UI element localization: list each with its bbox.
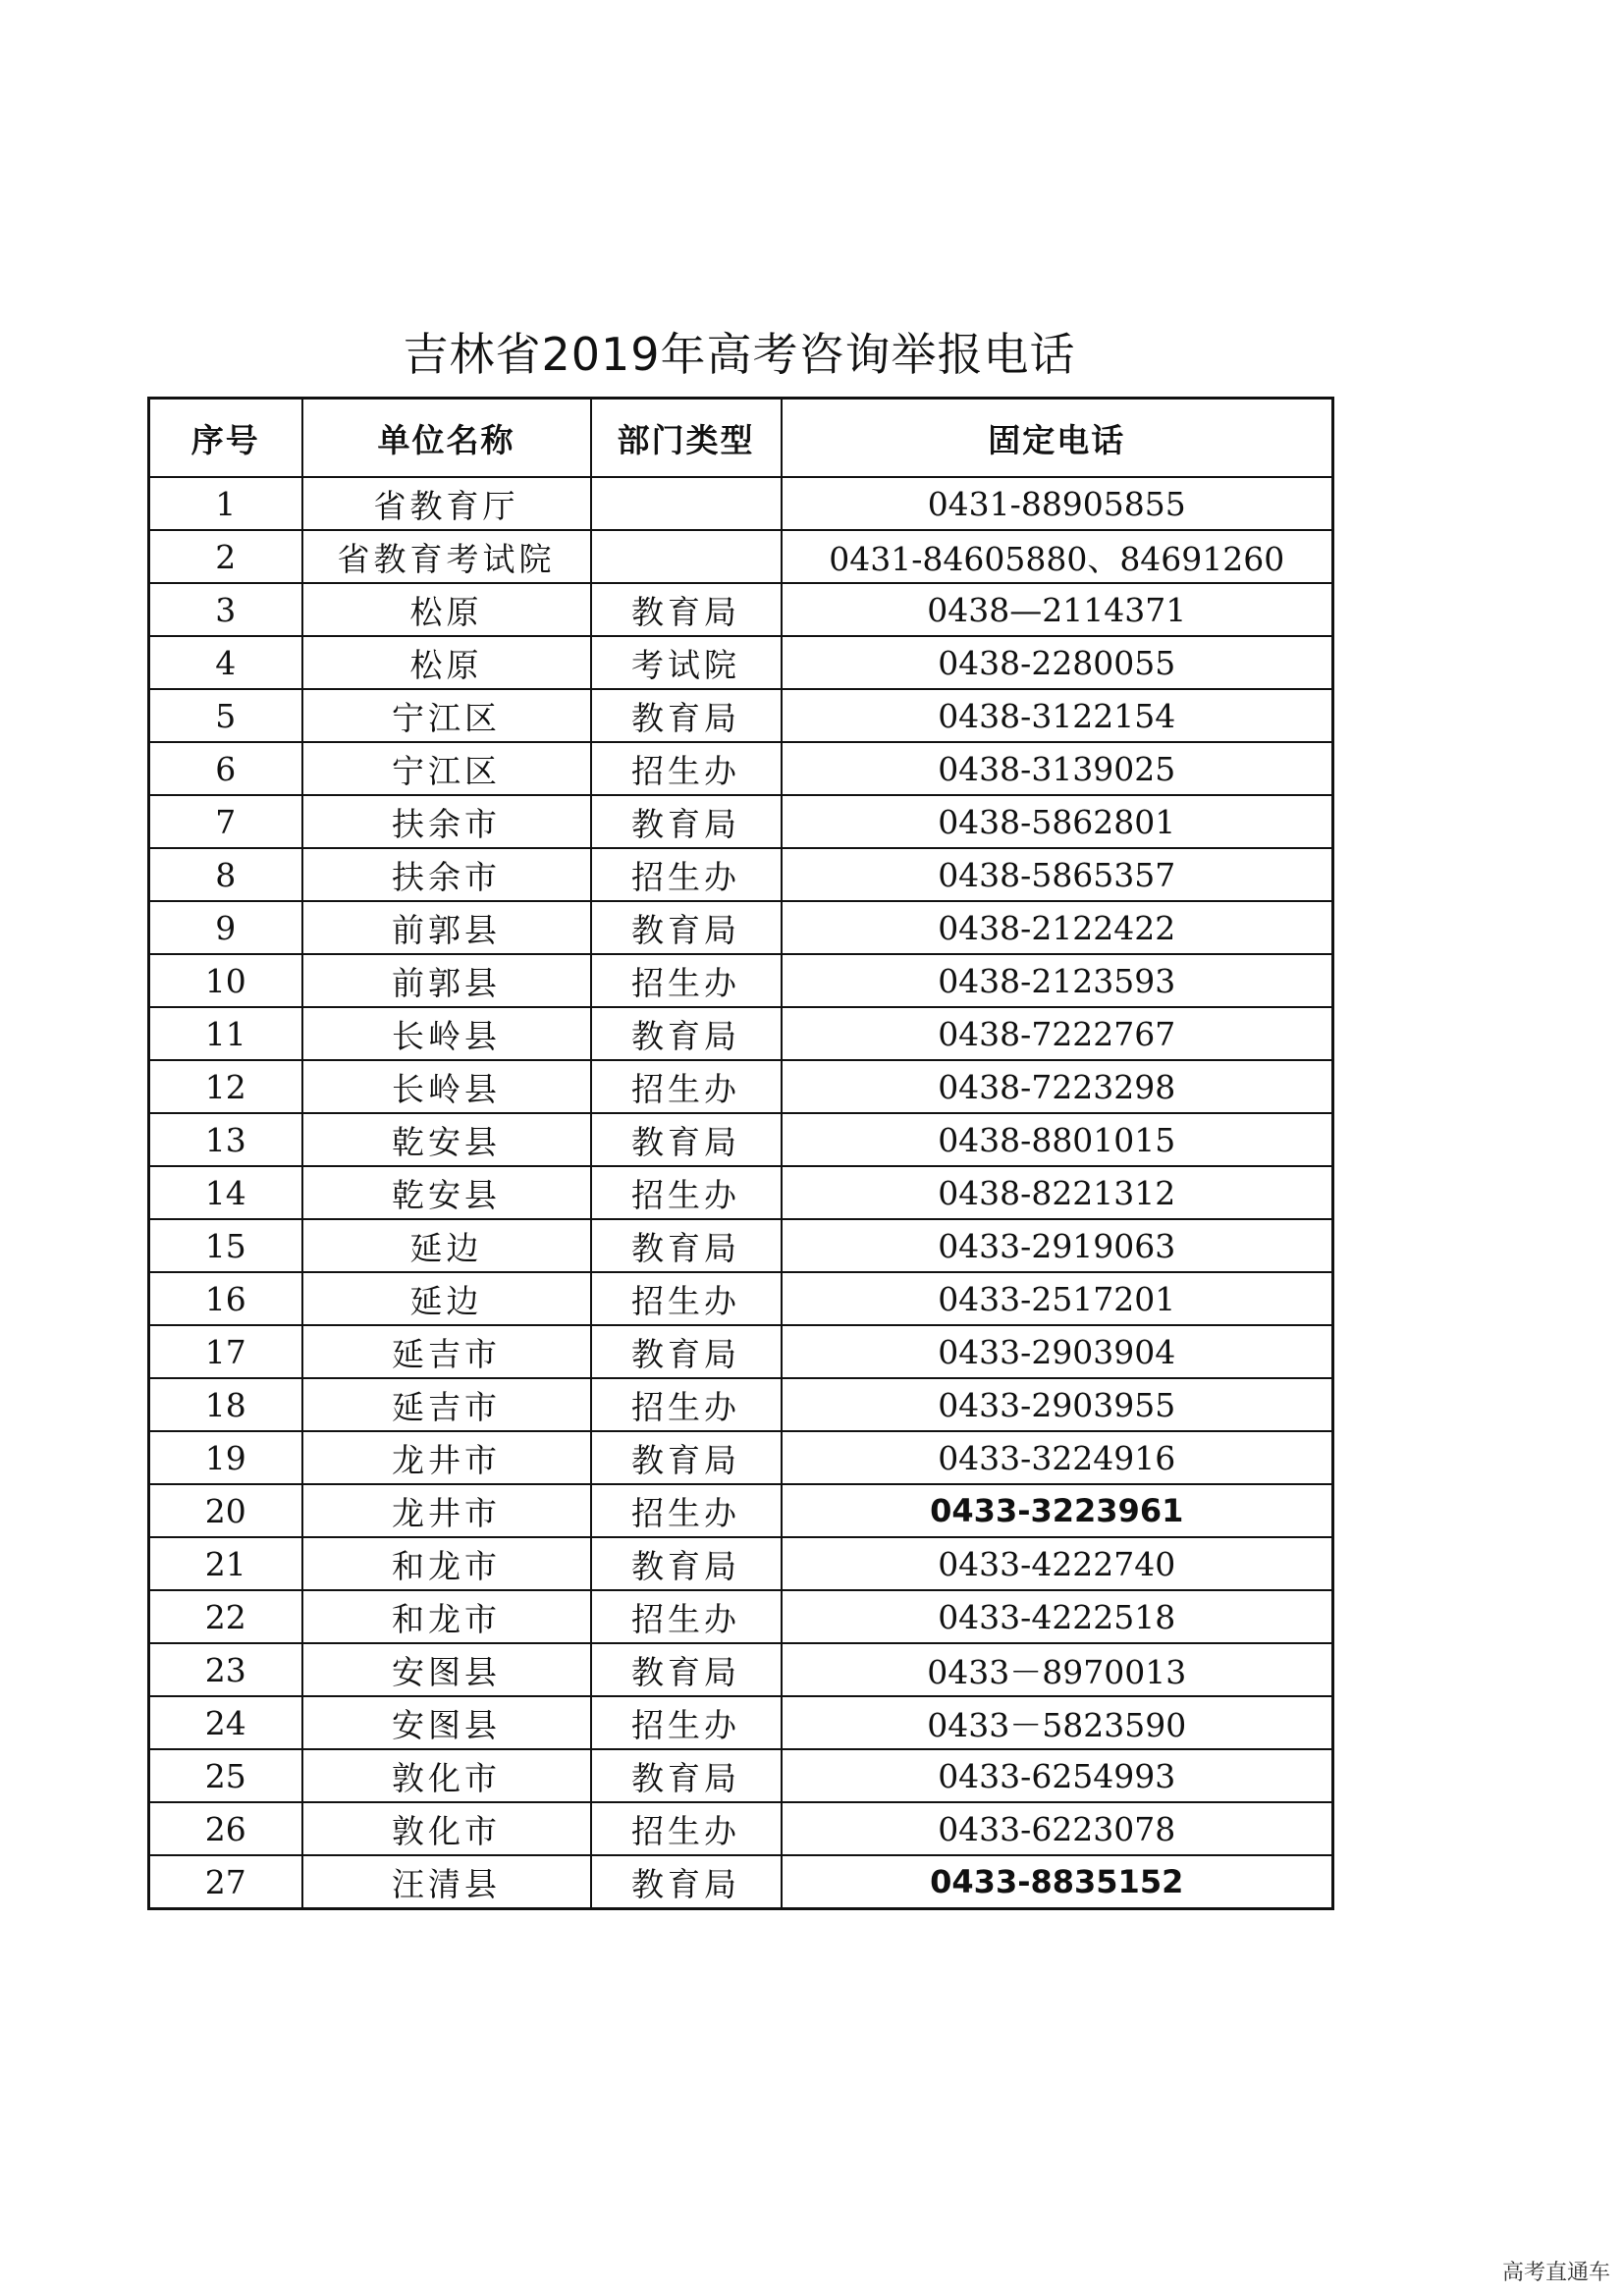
- table-row: [149, 1219, 1333, 1272]
- row-number: 23: [149, 1643, 302, 1696]
- unit-name: 延边: [302, 1219, 591, 1272]
- unit-name: 延边: [302, 1272, 591, 1325]
- table-row: [149, 1007, 1333, 1060]
- unit-name: 乾安县: [302, 1166, 591, 1219]
- dept-type: 招生办: [591, 742, 782, 795]
- row-number: 20: [149, 1484, 302, 1537]
- phone-number: 0438-8801015: [782, 1113, 1333, 1166]
- row-number: 13: [149, 1113, 302, 1166]
- dept-type: 教育局: [591, 689, 782, 742]
- dept-type: 教育局: [591, 583, 782, 636]
- row-number: 17: [149, 1325, 302, 1378]
- unit-name: 和龙市: [302, 1537, 591, 1590]
- table-row: [149, 636, 1333, 689]
- unit-name: 安图县: [302, 1696, 591, 1749]
- phone-number: 0438-3122154: [782, 689, 1333, 742]
- unit-name: 省教育厅: [302, 477, 591, 530]
- row-number: 25: [149, 1749, 302, 1802]
- row-number: 24: [149, 1696, 302, 1749]
- row-number: 5: [149, 689, 302, 742]
- table-row: [149, 848, 1333, 901]
- phone-number: 0433-2903904: [782, 1325, 1333, 1378]
- row-number: 15: [149, 1219, 302, 1272]
- table-row: [149, 1749, 1333, 1802]
- row-number: 22: [149, 1590, 302, 1643]
- table-row: [149, 689, 1333, 742]
- unit-name: 和龙市: [302, 1590, 591, 1643]
- dept-type: 教育局: [591, 1219, 782, 1272]
- table-row: [149, 1166, 1333, 1219]
- phone-number: 0433-4222518: [782, 1590, 1333, 1643]
- row-number: 19: [149, 1431, 302, 1484]
- table-row: [149, 1060, 1333, 1113]
- phone-number: 0433-2903955: [782, 1378, 1333, 1431]
- phone-number: 0438-8221312: [782, 1166, 1333, 1219]
- table-row: [149, 1431, 1333, 1484]
- unit-name: 宁江区: [302, 742, 591, 795]
- phone-number: 0433-6254993: [782, 1749, 1333, 1802]
- row-number: 3: [149, 583, 302, 636]
- unit-name: 前郭县: [302, 901, 591, 954]
- phone-number: 0438-2122422: [782, 901, 1333, 954]
- row-number: 26: [149, 1802, 302, 1855]
- table-row: [149, 1696, 1333, 1749]
- unit-name: 延吉市: [302, 1325, 591, 1378]
- table-row: [149, 477, 1333, 530]
- dept-type: 招生办: [591, 1484, 782, 1537]
- watermark: 高考直通车: [1501, 2261, 1610, 2285]
- page-title: 吉林省2019年高考咨询举报电话: [403, 328, 1076, 381]
- dept-type: 招生办: [591, 1060, 782, 1113]
- phone-number: 0433-3223961: [782, 1484, 1333, 1537]
- unit-name: 敦化市: [302, 1802, 591, 1855]
- dept-type: 教育局: [591, 1007, 782, 1060]
- unit-name: 松原: [302, 636, 591, 689]
- dept-type: 教育局: [591, 1537, 782, 1590]
- row-number: 16: [149, 1272, 302, 1325]
- unit-name: 省教育考试院: [302, 530, 591, 583]
- unit-name: 汪清县: [302, 1855, 591, 1909]
- row-number: 1: [149, 477, 302, 530]
- table-body: [149, 477, 1333, 1909]
- header-no: 序号: [149, 399, 302, 478]
- unit-name: 延吉市: [302, 1378, 591, 1431]
- row-number: 10: [149, 954, 302, 1007]
- table-row: [149, 954, 1333, 1007]
- row-number: 7: [149, 795, 302, 848]
- unit-name: 安图县: [302, 1643, 591, 1696]
- table-row: [149, 583, 1333, 636]
- row-number: 14: [149, 1166, 302, 1219]
- dept-type: 招生办: [591, 1272, 782, 1325]
- phone-number: 0438-5865357: [782, 848, 1333, 901]
- dept-type: 教育局: [591, 1325, 782, 1378]
- phone-number: 0433－5823590: [782, 1696, 1333, 1749]
- phone-number: 0438—2114371: [782, 583, 1333, 636]
- phone-number: 0433-8835152: [782, 1855, 1333, 1909]
- table-row: [149, 795, 1333, 848]
- phone-number: 0433-3224916: [782, 1431, 1333, 1484]
- phone-number: 0438-2280055: [782, 636, 1333, 689]
- dept-type: 教育局: [591, 1113, 782, 1166]
- dept-type: 考试院: [591, 636, 782, 689]
- dept-type: [591, 477, 782, 530]
- dept-type: 教育局: [591, 1855, 782, 1909]
- dept-type: [591, 530, 782, 583]
- phone-number: 0438-7223298: [782, 1060, 1333, 1113]
- phone-number: 0438-3139025: [782, 742, 1333, 795]
- unit-name: 龙井市: [302, 1484, 591, 1537]
- row-number: 6: [149, 742, 302, 795]
- dept-type: 教育局: [591, 901, 782, 954]
- row-number: 21: [149, 1537, 302, 1590]
- phone-number: 0433-2517201: [782, 1272, 1333, 1325]
- phone-number: 0438-7222767: [782, 1007, 1333, 1060]
- dept-type: 招生办: [591, 848, 782, 901]
- table-row: [149, 1113, 1333, 1166]
- unit-name: 乾安县: [302, 1113, 591, 1166]
- row-number: 18: [149, 1378, 302, 1431]
- phone-number: 0433－8970013: [782, 1643, 1333, 1696]
- dept-type: 招生办: [591, 1166, 782, 1219]
- table-row: [149, 1325, 1333, 1378]
- phone-number: 0433-2919063: [782, 1219, 1333, 1272]
- dept-type: 招生办: [591, 954, 782, 1007]
- table-header-row: [149, 399, 1333, 478]
- phone-number: 0438-5862801: [782, 795, 1333, 848]
- table-row: [149, 742, 1333, 795]
- table-row: [149, 1484, 1333, 1537]
- unit-name: 长岭县: [302, 1060, 591, 1113]
- phone-number: 0431-84605880、84691260: [782, 530, 1333, 583]
- row-number: 8: [149, 848, 302, 901]
- dept-type: 教育局: [591, 1749, 782, 1802]
- header-phone: 固定电话: [782, 399, 1333, 478]
- table-row: [149, 1378, 1333, 1431]
- table-row: [149, 1272, 1333, 1325]
- unit-name: 扶余市: [302, 795, 591, 848]
- row-number: 11: [149, 1007, 302, 1060]
- row-number: 4: [149, 636, 302, 689]
- unit-name: 宁江区: [302, 689, 591, 742]
- row-number: 2: [149, 530, 302, 583]
- row-number: 12: [149, 1060, 302, 1113]
- dept-type: 教育局: [591, 1431, 782, 1484]
- phone-number: 0433-6223078: [782, 1802, 1333, 1855]
- table-row: [149, 901, 1333, 954]
- table-row: [149, 530, 1333, 583]
- dept-type: 招生办: [591, 1802, 782, 1855]
- unit-name: 龙井市: [302, 1431, 591, 1484]
- dept-type: 招生办: [591, 1696, 782, 1749]
- dept-type: 招生办: [591, 1378, 782, 1431]
- header-dept-type: 部门类型: [591, 399, 782, 478]
- dept-type: 招生办: [591, 1590, 782, 1643]
- phone-table: [147, 397, 1334, 1910]
- unit-name: 松原: [302, 583, 591, 636]
- table-row: [149, 1855, 1333, 1909]
- table-row: [149, 1537, 1333, 1590]
- row-number: 9: [149, 901, 302, 954]
- unit-name: 扶余市: [302, 848, 591, 901]
- dept-type: 教育局: [591, 1643, 782, 1696]
- phone-number: 0431-88905855: [782, 477, 1333, 530]
- unit-name: 长岭县: [302, 1007, 591, 1060]
- table-row: [149, 1802, 1333, 1855]
- header-unit-name: 单位名称: [302, 399, 591, 478]
- unit-name: 敦化市: [302, 1749, 591, 1802]
- table-row: [149, 1643, 1333, 1696]
- unit-name: 前郭县: [302, 954, 591, 1007]
- phone-number: 0433-4222740: [782, 1537, 1333, 1590]
- table-row: [149, 1590, 1333, 1643]
- dept-type: 教育局: [591, 795, 782, 848]
- row-number: 27: [149, 1855, 302, 1909]
- phone-number: 0438-2123593: [782, 954, 1333, 1007]
